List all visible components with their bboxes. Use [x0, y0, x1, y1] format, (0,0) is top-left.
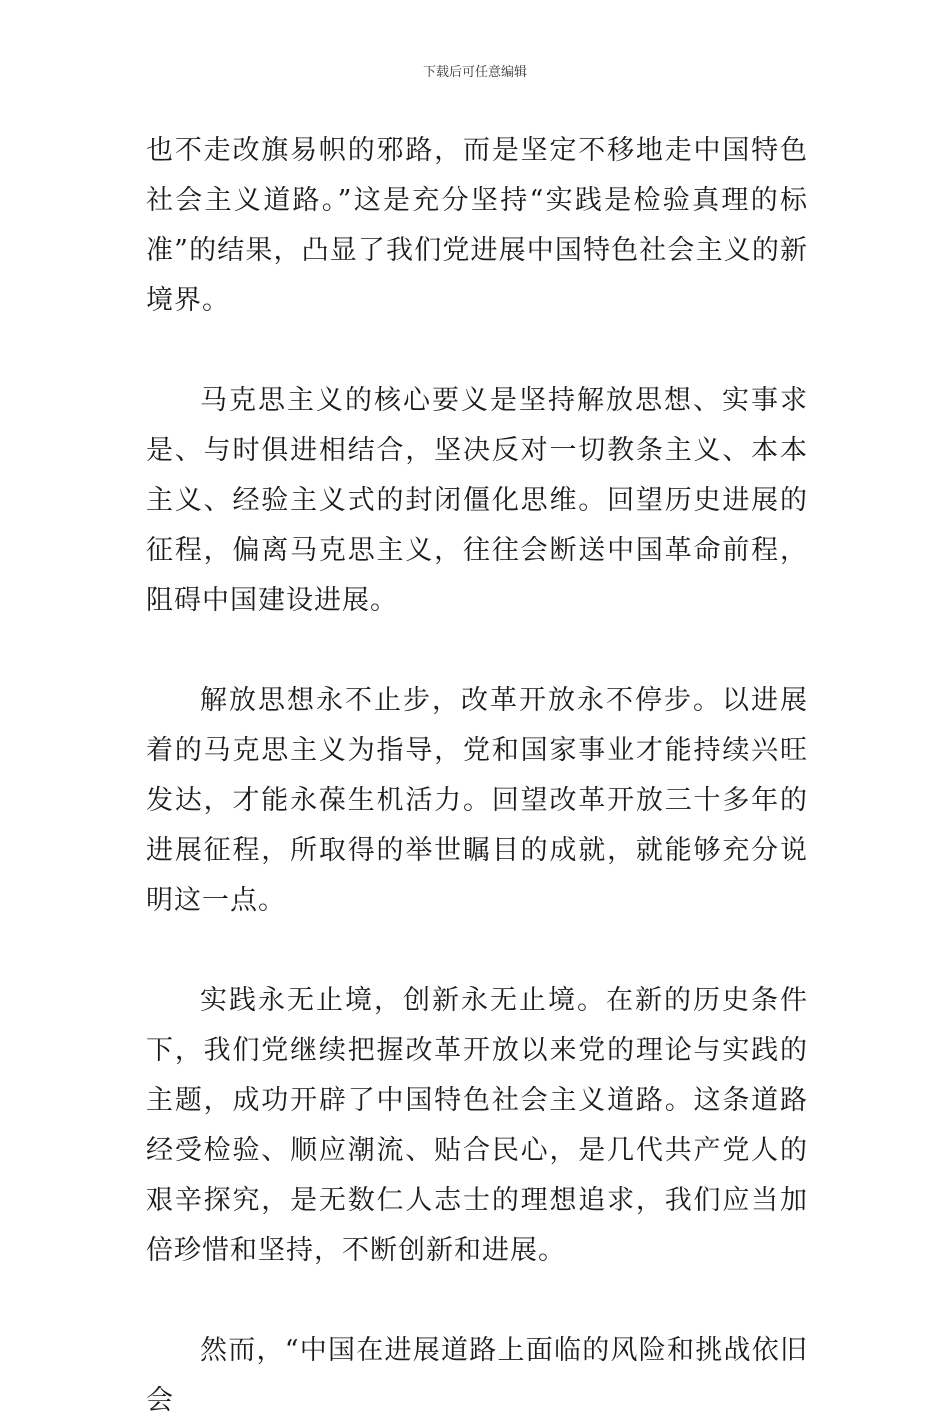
- document-body: [146, 126, 808, 1426]
- paragraph-spacer: [146, 326, 808, 376]
- paragraph-spacer: [146, 1276, 808, 1326]
- paragraph-practice-innovation: 实践永无止境，创新永无止境。在新的历史条件下，我们党继续把握改革开放以来党的理论与实践的主题，成功开辟了中国特色社会主义道路。这条道路经受检验、顺应潮流、贴合民心，是几代共产党人的艰辛探究，是无数仁人志士的理想追求，我们应当加倍珍惜和坚持，不断创新和进展。: [146, 985, 808, 1266]
- paragraph-reform-opening: 解放思想永不止步，改革开放永不停步。以进展着的马克思主义为指导，党和国家事业才能持续兴旺发达，才能永葆生机活力。回望改革开放三十多年的进展征程，所取得的举世瞩目的成就，就能够充分说明这一点。: [146, 685, 808, 916]
- paragraph-marxism-core: 马克思主义的核心要义是坚持解放思想、实事求是、与时俱进相结合，坚决反对一切教条主义、本本主义、经验主义式的封闭僵化思维。回望历史进展的征程，偏离马克思主义，往往会断送中国革命前程，阻碍中国建设进展。: [146, 385, 808, 616]
- page-header: 下载后可任意编辑: [422, 65, 527, 80]
- paragraph-risks-challenges: 然而，“中国在进展道路上面临的风险和挑战依旧会: [146, 1335, 808, 1416]
- paragraph-spacer: [146, 626, 808, 676]
- paragraph-continuation: 也不走改旗易帜的邪路，而是坚定不移地走中国特色社会主义道路。”这是充分坚持“实践是检验真理的标准”的结果，凸显了我们党进展中国特色社会主义的新境界。: [146, 135, 808, 316]
- paragraph-spacer: [146, 926, 808, 976]
